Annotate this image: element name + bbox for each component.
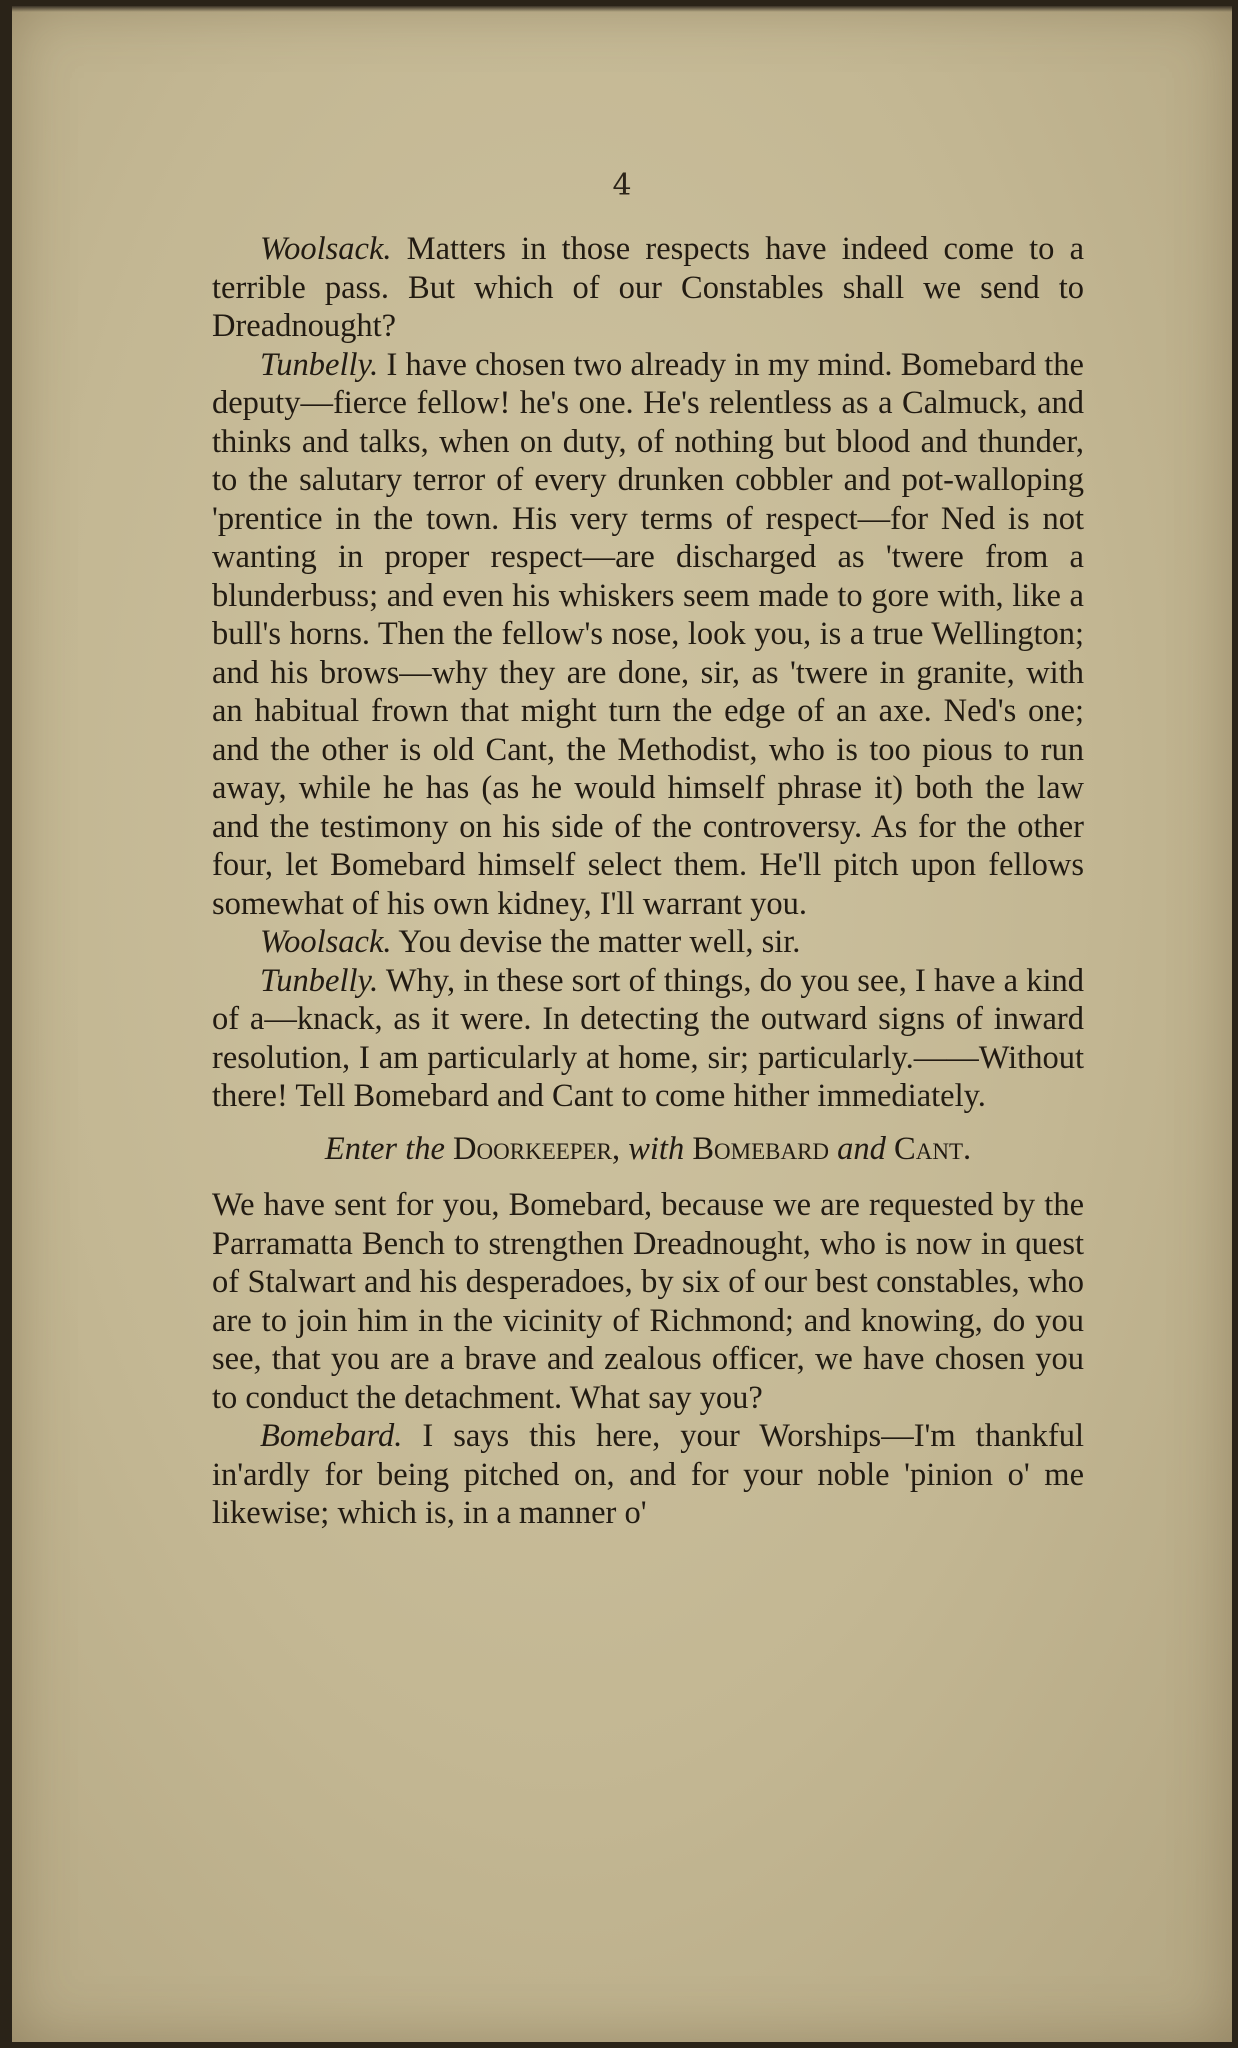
speech-text: Matters in those respects have indeed come to a terrible pass. But which of our Constables shall we send to Dreadnought? [212, 231, 1084, 344]
stage-with: with [628, 1130, 685, 1167]
paragraph-woolsack-1 [212, 230, 1084, 346]
paragraph-tunbelly-2 [212, 962, 1084, 1116]
book-page [12, 6, 1232, 2042]
paragraph-woolsack-2 [212, 923, 1084, 962]
speech-text: I have chosen two already in my mind. Bomebard the deputy—fierce fellow! he's one. He's relentless as a Calmuck, and thinks and talks, when on duty, of nothing but blood and thunder, to the salutary terror of every drunken cobbler and pot-walloping 'prentice in the town. His very terms of respect—for Ned is not wanting in proper respect—are discharged as 'twere from a blunderbuss; and even his whiskers seem made to gore with, like a bull's horns. Then the fellow's nose, look you, is a true Wellington; and his brows—why they are done, sir, as 'twere in granite, with an habitual frown that might turn the edge of an axe. Ned's one; and the other is old Cant, the Methodist, who is too pious to run away, while he has (as he would himself phrase it) both the law and the testimony on his side of the controversy. As for the other four, let Bomebard himself select them. He'll pitch upon fellows somewhat of his own kidney, I'll warrant you. [212, 346, 1084, 922]
page-top-shadow [12, 6, 1232, 12]
stage-direction [212, 1130, 1084, 1169]
stage-and: and [837, 1130, 886, 1167]
stage-doorkeeper: Doorkeeper, [453, 1130, 621, 1167]
speech-text: I says this here, your Worships—I'm thankful in'ardly for being pitched on, and for your noble 'pinion o' me likewise; which is, in a manner o' [212, 1418, 1084, 1531]
stage-enter: Enter the [324, 1130, 445, 1167]
body-text [212, 230, 1084, 1533]
speaker-name: Woolsack. [260, 924, 392, 960]
stage-cant: Cant. [894, 1130, 972, 1167]
speaker-name: Bomebard. [260, 1418, 403, 1454]
paragraph-bomebard-1 [212, 1417, 1084, 1533]
paragraph-tunbelly-3 [212, 1186, 1084, 1417]
page-number: 4 [612, 168, 632, 203]
speaker-name: Woolsack. [260, 231, 392, 267]
speaker-name: Tunbelly. [260, 962, 379, 999]
paragraph-tunbelly-1 [212, 346, 1084, 924]
speech-text: Why, in these sort of things, do you see, I have a kind of a—knack, as it were. In detecting the outward signs of inward resolution, I am particularly at home, sir; particularly.——Without there! Tell Bomebard and Cant to come hither immediately. [212, 962, 1084, 1114]
speech-text: You devise the matter well, sir. [391, 924, 801, 960]
stage-bomebard: Bomebard [692, 1130, 830, 1167]
speech-text: We have sent for you, Bomebard, because we are requested by the Parramatta Bench to strengthen Dreadnought, who is now in quest of Stalwart and his desperadoes, by six of our best constables, who are to join him in the vicinity of Richmond; and knowing, do you see, that you are a brave and zealous officer, we have chosen you to conduct the detachment. What say you? [212, 1187, 1084, 1416]
speaker-name: Tunbelly. [260, 346, 379, 383]
